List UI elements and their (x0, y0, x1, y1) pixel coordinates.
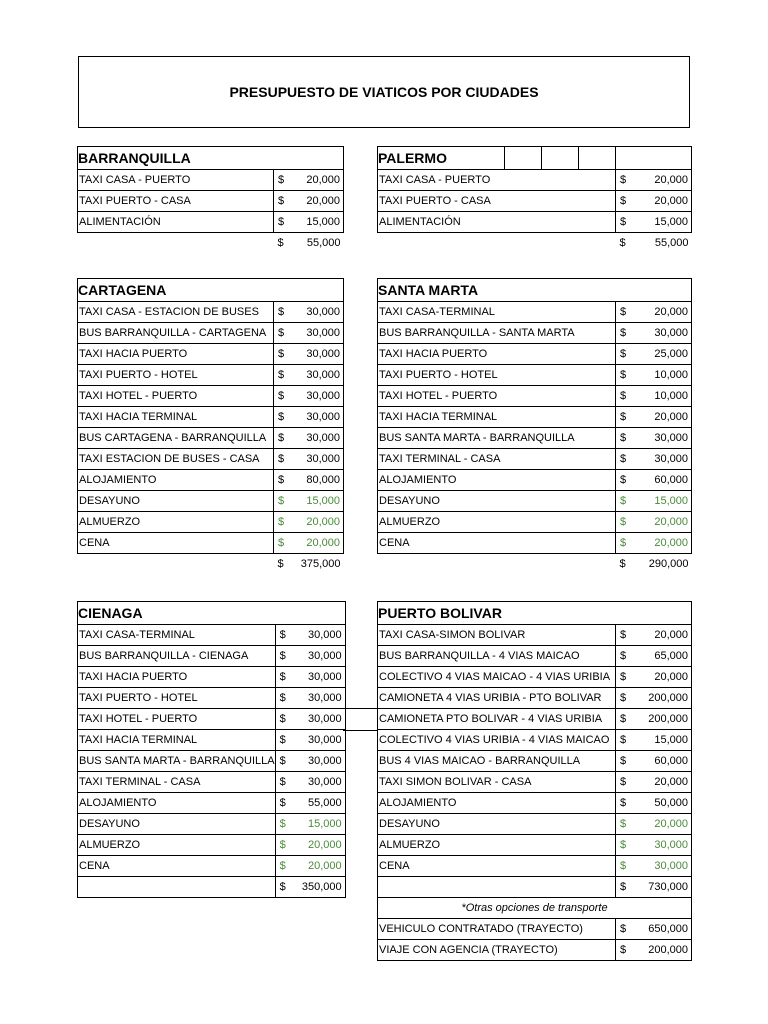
city-header-barranquilla: BARRANQUILLA (78, 147, 344, 170)
currency-symbol: $ (616, 814, 640, 835)
total-row (78, 233, 344, 254)
currency-symbol: $ (274, 212, 298, 233)
item-value: 20,000 (640, 667, 692, 688)
table-row (378, 323, 692, 344)
item-value: 20,000 (298, 512, 344, 533)
table-row (78, 688, 346, 709)
item-label: TAXI TERMINAL - CASA (378, 449, 616, 470)
currency-symbol: $ (616, 365, 640, 386)
item-label: DESAYUNO (378, 491, 616, 512)
item-label: TAXI HACIA TERMINAL (378, 407, 616, 428)
currency-symbol: $ (275, 688, 299, 709)
item-label: DESAYUNO (78, 814, 276, 835)
item-label: BUS SANTA MARTA - BARRANQUILLA (378, 428, 616, 449)
item-label: COLECTIVO 4 VIAS URIBIA - 4 VIAS MAICAO (378, 730, 616, 751)
other-transport-note: *Otras opciones de transporte (378, 898, 692, 919)
item-label: TAXI PUERTO - CASA (378, 191, 616, 212)
total-label-cell (378, 877, 616, 898)
total-label-cell (78, 233, 274, 254)
item-value: 30,000 (298, 365, 344, 386)
item-value: 200,000 (640, 688, 692, 709)
item-label: CENA (78, 856, 276, 877)
item-label: TAXI HACIA PUERTO (378, 344, 616, 365)
item-value: 10,000 (640, 365, 692, 386)
table-row (78, 793, 346, 814)
currency-symbol: $ (616, 191, 640, 212)
table-row (78, 835, 346, 856)
divider (343, 708, 377, 709)
table-row (78, 491, 344, 512)
header-cell (579, 147, 616, 170)
item-value: 200,000 (640, 940, 692, 961)
currency-symbol: $ (275, 751, 299, 772)
item-value: 60,000 (640, 470, 692, 491)
currency-symbol: $ (274, 512, 298, 533)
table-row (78, 170, 344, 191)
item-label: CAMIONETA 4 VIAS URIBIA - PTO BOLIVAR (378, 688, 616, 709)
item-label: CENA (378, 856, 616, 877)
table-row (378, 751, 692, 772)
table-row (78, 667, 346, 688)
table-row (378, 835, 692, 856)
table-row (78, 302, 344, 323)
item-value: 20,000 (640, 814, 692, 835)
item-label: BUS SANTA MARTA - BARRANQUILLA (78, 751, 276, 772)
currency-symbol: $ (616, 428, 640, 449)
currency-symbol: $ (274, 323, 298, 344)
total-value: 375,000 (300, 558, 341, 570)
item-label: TAXI CASA-SIMON BOLIVAR (378, 625, 616, 646)
item-label: VEHICULO CONTRATADO (TRAYECTO) (378, 919, 616, 940)
table-row (78, 814, 346, 835)
currency-symbol: $ (616, 323, 640, 344)
currency-symbol: $ (616, 449, 640, 470)
table-row (78, 407, 344, 428)
item-label: ALIMENTACIÓN (378, 212, 616, 233)
table-row (378, 667, 692, 688)
table-row (378, 512, 692, 533)
item-label: VIAJE CON AGENCIA (TRAYECTO) (378, 940, 616, 961)
currency-symbol: $ (616, 491, 640, 512)
table-row (378, 470, 692, 491)
table-row (378, 919, 692, 940)
table-row (378, 365, 692, 386)
table-row (378, 344, 692, 365)
total-row (378, 877, 692, 898)
item-value: 10,000 (640, 386, 692, 407)
currency-symbol: $ (616, 940, 640, 961)
item-label: TAXI CASA - ESTACION DE BUSES (78, 302, 274, 323)
currency-symbol: $ (277, 237, 284, 249)
table-row (378, 386, 692, 407)
header-cell (616, 147, 692, 170)
currency-symbol: $ (275, 646, 299, 667)
table-row (378, 646, 692, 667)
santa-marta-table (377, 278, 692, 574)
table-row (378, 491, 692, 512)
item-value: 20,000 (640, 625, 692, 646)
item-label: TAXI CASA - PUERTO (378, 170, 616, 191)
item-label: DESAYUNO (378, 814, 616, 835)
currency-symbol: $ (616, 919, 640, 940)
item-label: TAXI PUERTO - HOTEL (78, 688, 276, 709)
table-row (378, 428, 692, 449)
table-row (378, 940, 692, 961)
cartagena-table (77, 278, 344, 574)
table-row (378, 302, 692, 323)
city-header-puerto-bolivar: PUERTO BOLIVAR (378, 602, 692, 625)
item-label: CENA (78, 533, 274, 554)
table-row (378, 793, 692, 814)
table-row (78, 772, 346, 793)
item-label: TAXI HACIA PUERTO (78, 344, 274, 365)
currency-symbol: $ (616, 646, 640, 667)
currency-symbol: $ (616, 751, 640, 772)
currency-symbol: $ (616, 835, 640, 856)
table-row (378, 772, 692, 793)
item-label: BUS 4 VIAS MAICAO - BARRANQUILLA (378, 751, 616, 772)
total-label-cell (378, 233, 616, 254)
currency-symbol: $ (274, 491, 298, 512)
item-label: TAXI HOTEL - PUERTO (78, 386, 274, 407)
item-label: TAXI HOTEL - PUERTO (378, 386, 616, 407)
currency-symbol: $ (275, 793, 299, 814)
item-value: 30,000 (298, 302, 344, 323)
currency-symbol: $ (616, 856, 640, 877)
currency-symbol: $ (616, 344, 640, 365)
currency-symbol: $ (616, 772, 640, 793)
currency-symbol: $ (274, 470, 298, 491)
item-value: 30,000 (640, 856, 692, 877)
item-value: 30,000 (640, 835, 692, 856)
table-row (78, 191, 344, 212)
item-value: 25,000 (640, 344, 692, 365)
item-label: TAXI CASA - PUERTO (78, 170, 274, 191)
item-label: ALMUERZO (378, 512, 616, 533)
total-label-cell (78, 554, 274, 575)
city-header-palermo: PALERMO (378, 147, 505, 170)
item-label: TAXI CASA-TERMINAL (378, 302, 616, 323)
item-label: DESAYUNO (78, 491, 274, 512)
item-label: COLECTIVO 4 VIAS MAICAO - 4 VIAS URIBIA (378, 667, 616, 688)
total-value: 290,000 (648, 558, 689, 570)
item-value: 20,000 (640, 191, 692, 212)
item-value: 30,000 (299, 646, 345, 667)
item-value: 15,000 (640, 491, 692, 512)
item-label: CENA (378, 533, 616, 554)
currency-symbol: $ (275, 814, 299, 835)
item-value: 30,000 (298, 344, 344, 365)
item-value: 20,000 (298, 533, 344, 554)
item-value: 20,000 (640, 533, 692, 554)
total-value: 730,000 (640, 877, 692, 898)
currency-symbol: $ (275, 625, 299, 646)
currency-symbol: $ (275, 835, 299, 856)
table-row (378, 625, 692, 646)
currency-symbol: $ (619, 558, 626, 570)
item-value: 30,000 (299, 772, 345, 793)
item-value: 30,000 (299, 667, 345, 688)
total-value: 350,000 (299, 877, 345, 898)
item-label: ALOJAMIENTO (78, 793, 276, 814)
table-row (78, 428, 344, 449)
item-value: 30,000 (299, 625, 345, 646)
item-label: ALMUERZO (78, 512, 274, 533)
item-value: 20,000 (299, 856, 345, 877)
table-row (378, 533, 692, 554)
item-value: 20,000 (640, 512, 692, 533)
item-value: 20,000 (640, 407, 692, 428)
table-row (378, 407, 692, 428)
item-value: 30,000 (640, 323, 692, 344)
currency-symbol: $ (616, 730, 640, 751)
table-row (378, 856, 692, 877)
table-row (78, 449, 344, 470)
table-row (78, 365, 344, 386)
item-value: 15,000 (298, 212, 344, 233)
currency-symbol: $ (616, 625, 640, 646)
item-label: TAXI PUERTO - HOTEL (78, 365, 274, 386)
currency-symbol: $ (275, 667, 299, 688)
item-label: BUS BARRANQUILLA - CARTAGENA (78, 323, 274, 344)
item-value: 60,000 (640, 751, 692, 772)
currency-symbol: $ (619, 237, 626, 249)
currency-symbol: $ (616, 667, 640, 688)
item-value: 15,000 (640, 212, 692, 233)
city-header-santa-marta: SANTA MARTA (378, 279, 692, 302)
currency-symbol: $ (274, 302, 298, 323)
currency-symbol: $ (274, 344, 298, 365)
item-label: BUS BARRANQUILLA - CIENAGA (78, 646, 276, 667)
item-label: ALOJAMIENTO (378, 793, 616, 814)
item-label: TAXI CASA-TERMINAL (78, 625, 276, 646)
currency-symbol: $ (616, 212, 640, 233)
item-label: BUS BARRANQUILLA - 4 VIAS MAICAO (378, 646, 616, 667)
item-label: TAXI SIMON BOLIVAR - CASA (378, 772, 616, 793)
table-row (378, 449, 692, 470)
item-value: 15,000 (640, 730, 692, 751)
item-value: 30,000 (298, 323, 344, 344)
currency-symbol: $ (616, 302, 640, 323)
header-cell (505, 147, 542, 170)
item-value: 20,000 (299, 835, 345, 856)
puerto-bolivar-table (377, 601, 692, 961)
table-row (78, 625, 346, 646)
currency-symbol: $ (616, 793, 640, 814)
city-header-cienaga: CIENAGA (78, 602, 346, 625)
currency-symbol: $ (274, 191, 298, 212)
item-label: CAMIONETA PTO BOLIVAR - 4 VIAS URIBIA (378, 709, 616, 730)
currency-symbol: $ (616, 407, 640, 428)
table-row (378, 709, 692, 730)
item-value: 200,000 (640, 709, 692, 730)
currency-symbol: $ (616, 709, 640, 730)
city-header-cartagena: CARTAGENA (78, 279, 344, 302)
item-value: 650,000 (640, 919, 692, 940)
page-title: PRESUPUESTO DE VIATICOS POR CIUDADES (78, 56, 690, 128)
item-value: 15,000 (299, 814, 345, 835)
table-row (78, 646, 346, 667)
currency-symbol: $ (616, 386, 640, 407)
item-value: 30,000 (299, 688, 345, 709)
table-row (378, 170, 692, 191)
item-label: TAXI PUERTO - CASA (78, 191, 274, 212)
total-row (78, 877, 346, 898)
total-value: 55,000 (306, 237, 341, 249)
item-label: ALMUERZO (78, 835, 276, 856)
currency-symbol: $ (274, 170, 298, 191)
item-label: TAXI PUERTO - HOTEL (378, 365, 616, 386)
currency-symbol: $ (274, 407, 298, 428)
item-label: BUS BARRANQUILLA - SANTA MARTA (378, 323, 616, 344)
item-label: TAXI HOTEL - PUERTO (78, 709, 276, 730)
currency-symbol: $ (616, 877, 640, 898)
item-value: 20,000 (640, 302, 692, 323)
table-row (78, 212, 344, 233)
item-label: ALOJAMIENTO (378, 470, 616, 491)
table-row (78, 709, 346, 730)
item-label: ALOJAMIENTO (78, 470, 274, 491)
item-label: TAXI HACIA PUERTO (78, 667, 276, 688)
item-value: 30,000 (298, 407, 344, 428)
table-row (78, 323, 344, 344)
table-row (378, 814, 692, 835)
table-row (78, 512, 344, 533)
item-value: 20,000 (640, 772, 692, 793)
table-row (78, 751, 346, 772)
item-value: 30,000 (299, 730, 345, 751)
currency-symbol: $ (275, 856, 299, 877)
table-row (78, 856, 346, 877)
item-value: 30,000 (298, 449, 344, 470)
currency-symbol: $ (274, 386, 298, 407)
barranquilla-table (77, 146, 344, 253)
currency-symbol: $ (616, 688, 640, 709)
total-row (378, 233, 692, 254)
item-label: TAXI HACIA TERMINAL (78, 730, 276, 751)
item-label: ALIMENTACIÓN (78, 212, 274, 233)
currency-symbol: $ (616, 170, 640, 191)
header-cell (542, 147, 579, 170)
currency-symbol: $ (616, 470, 640, 491)
item-label: ALMUERZO (378, 835, 616, 856)
item-value: 50,000 (640, 793, 692, 814)
palermo-table (377, 146, 692, 253)
total-row (378, 554, 692, 575)
table-row (78, 344, 344, 365)
item-value: 20,000 (298, 170, 344, 191)
item-value: 30,000 (299, 709, 345, 730)
currency-symbol: $ (616, 512, 640, 533)
currency-symbol: $ (275, 730, 299, 751)
total-label-cell (78, 877, 276, 898)
currency-symbol: $ (275, 709, 299, 730)
item-value: 30,000 (640, 428, 692, 449)
currency-symbol: $ (274, 428, 298, 449)
currency-symbol: $ (277, 558, 284, 570)
table-row (78, 533, 344, 554)
item-value: 80,000 (298, 470, 344, 491)
table-row (378, 212, 692, 233)
table-row (378, 688, 692, 709)
total-row (78, 554, 344, 575)
item-value: 15,000 (298, 491, 344, 512)
currency-symbol: $ (274, 365, 298, 386)
item-label: TAXI HACIA TERMINAL (78, 407, 274, 428)
total-value: 55,000 (654, 237, 689, 249)
item-value: 30,000 (298, 386, 344, 407)
item-label: TAXI ESTACION DE BUSES - CASA (78, 449, 274, 470)
table-row (378, 191, 692, 212)
total-label-cell (378, 554, 616, 575)
item-value: 55,000 (299, 793, 345, 814)
divider (343, 730, 377, 731)
currency-symbol: $ (616, 533, 640, 554)
table-row (378, 730, 692, 751)
item-value: 30,000 (298, 428, 344, 449)
item-label: TAXI TERMINAL - CASA (78, 772, 276, 793)
item-value: 20,000 (640, 170, 692, 191)
currency-symbol: $ (275, 772, 299, 793)
currency-symbol: $ (274, 533, 298, 554)
item-label: BUS CARTAGENA - BARRANQUILLA (78, 428, 274, 449)
cienaga-table (77, 601, 346, 898)
table-row (78, 470, 344, 491)
currency-symbol: $ (274, 449, 298, 470)
currency-symbol: $ (275, 877, 299, 898)
table-row (78, 386, 344, 407)
item-value: 65,000 (640, 646, 692, 667)
item-value: 30,000 (640, 449, 692, 470)
item-value: 30,000 (299, 751, 345, 772)
table-row (78, 730, 346, 751)
item-value: 20,000 (298, 191, 344, 212)
